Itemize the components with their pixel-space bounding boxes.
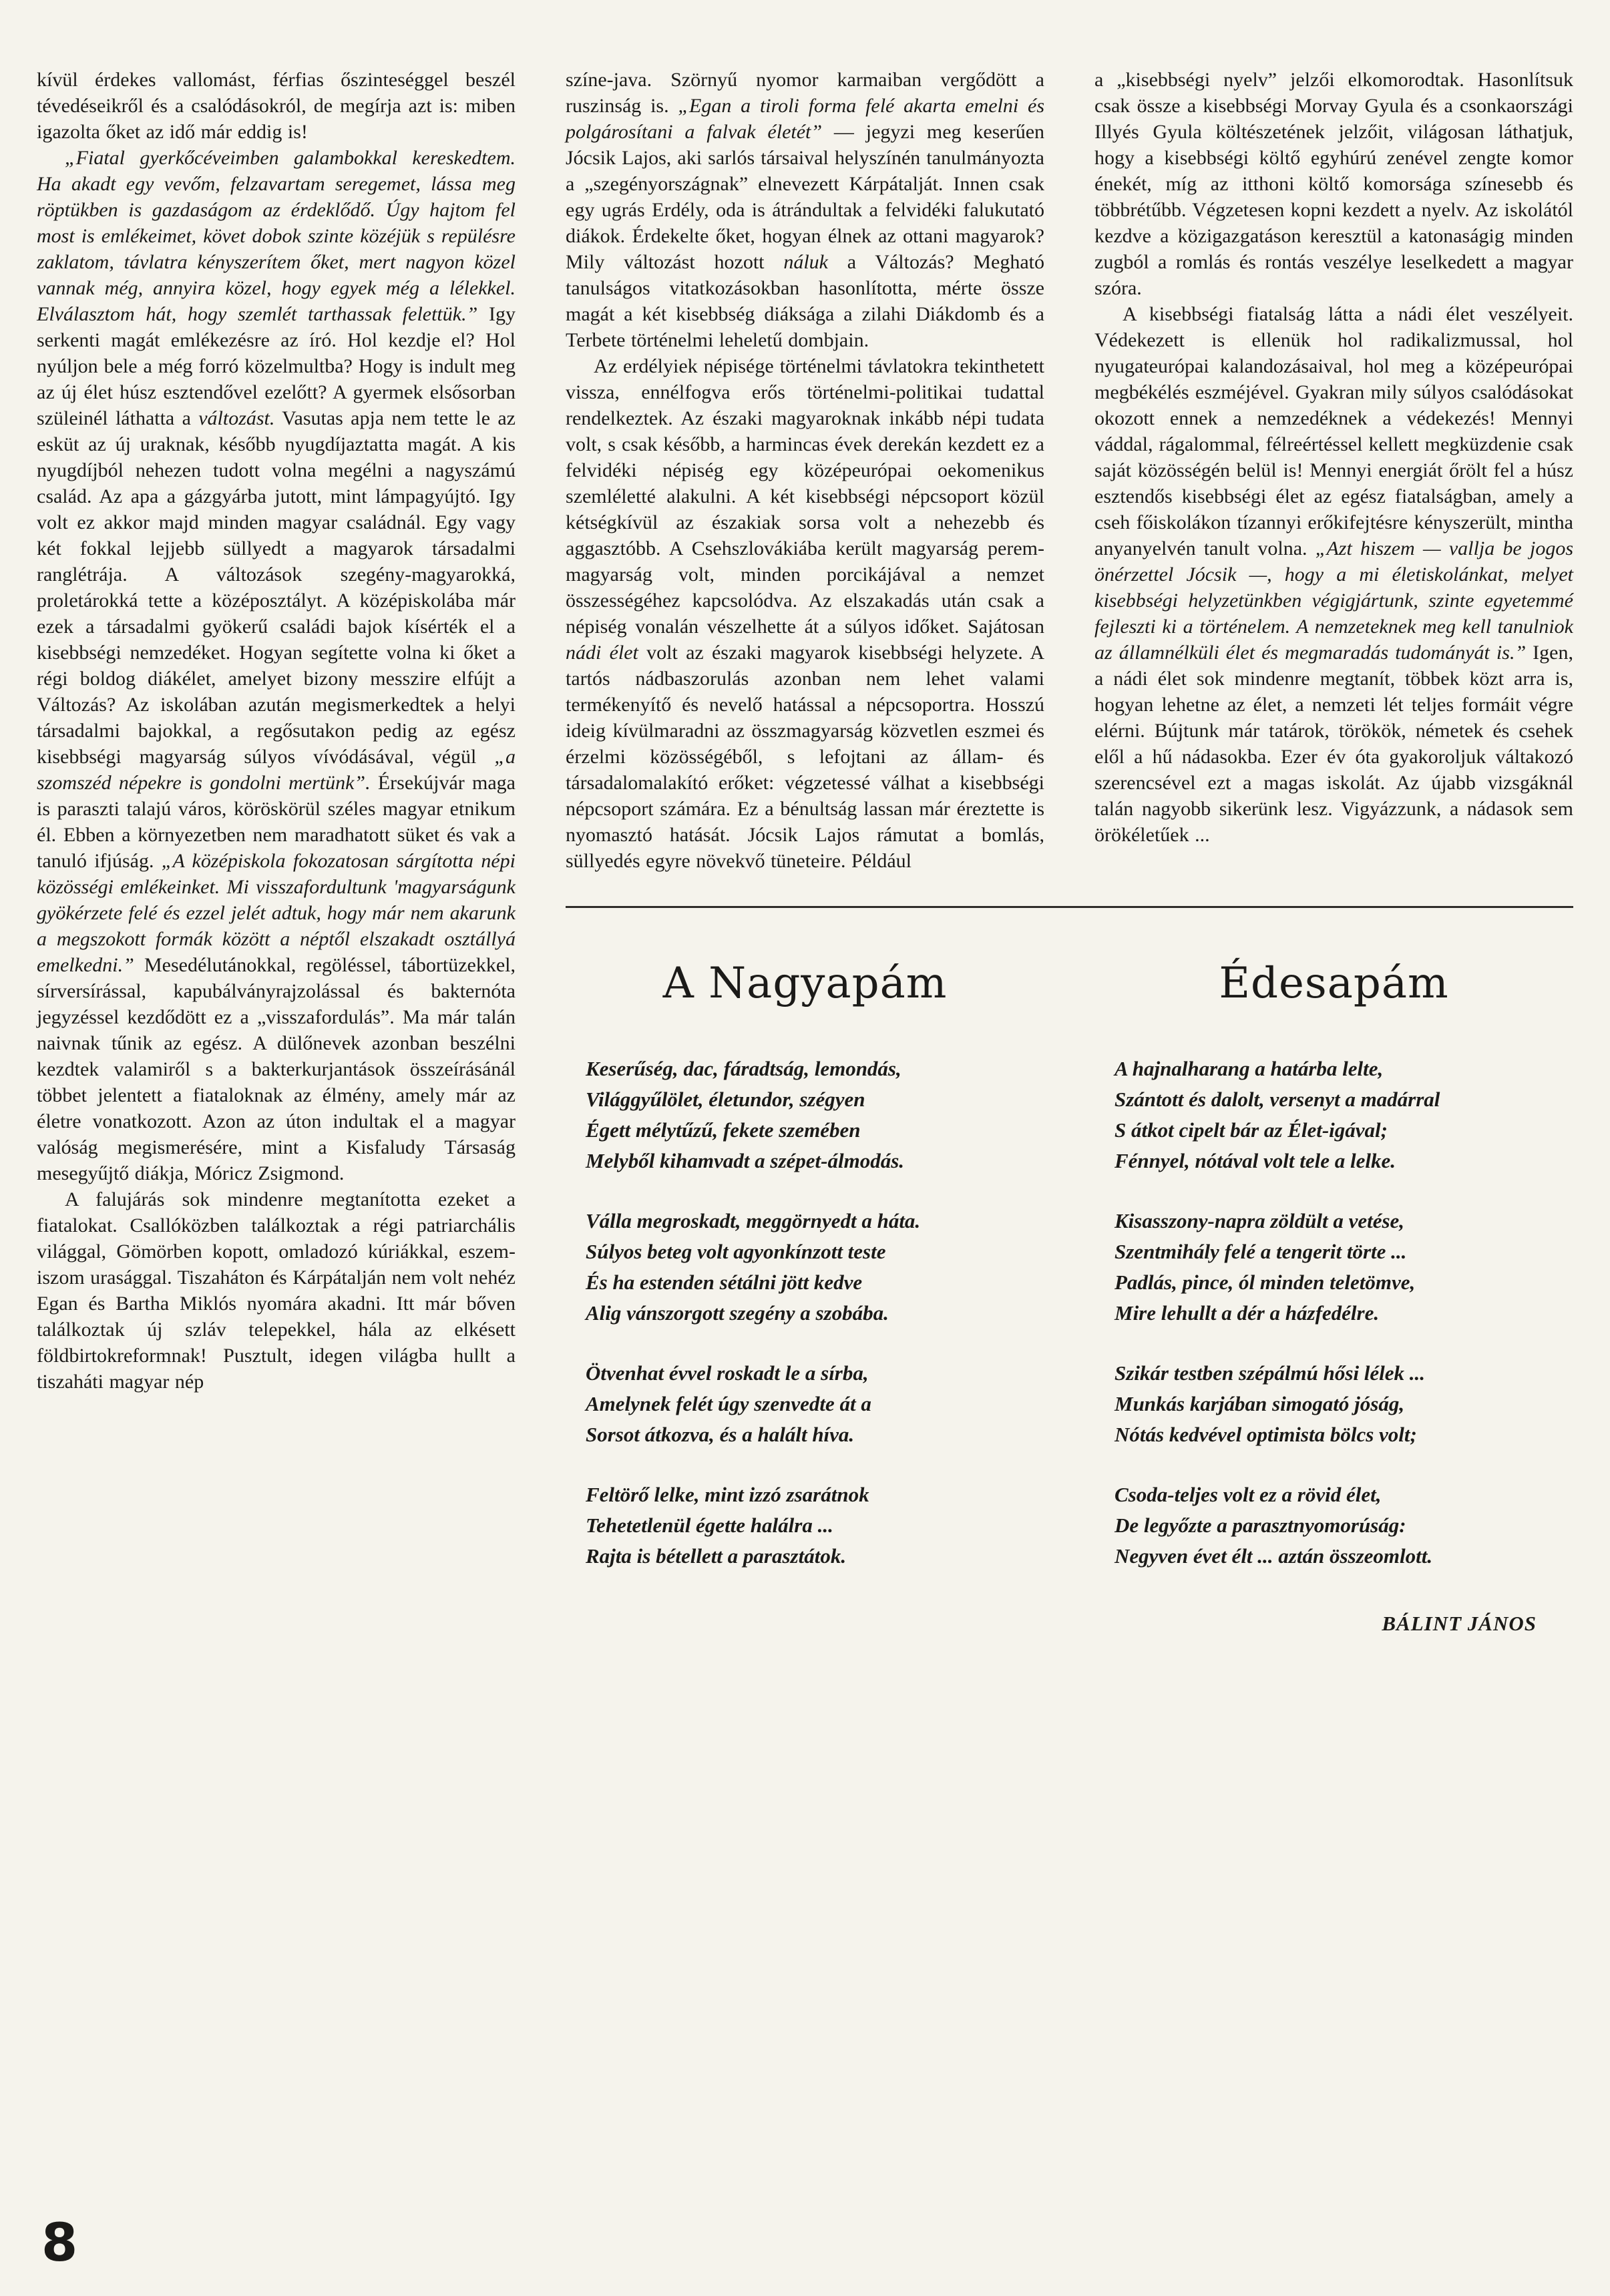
text-run-italic: változást.: [198, 407, 275, 429]
author-signature: BÁLINT JÁNOS: [1382, 1612, 1537, 1635]
poem-line: De legyőzte a parasztnyomorúság:: [1115, 1514, 1406, 1537]
paragraph: [1094, 301, 1573, 848]
poem-line: Keserűség, dac, fáradtság, lemondás,: [586, 1057, 901, 1080]
poem-stanzas-father: [1094, 1054, 1573, 1572]
poem-stanza: [566, 1054, 1044, 1176]
poem-line: Rajta is bétellett a parasztátok.: [586, 1544, 847, 1568]
page-content: [37, 67, 1573, 1636]
text-run-italic: nádi élet: [566, 642, 638, 664]
poem-line: Égett mélytűzű, fekete szemében: [586, 1118, 861, 1142]
poem-stanza: [1094, 1206, 1573, 1329]
prose-row: [566, 67, 1573, 874]
text-run-normal: Igen, a nádi élet sok mindenre megtanít, többek közt arra is, hogyan lehetne az élet, a nemzeti lét teljes formáit végre elérni. Bújtunk már tatárok, törökök, németek és csehek elől a hű nádasokba. Ezer év óta gyakoroljuk váltakozó szerencsével ezt a magas iskolát. Az újabb vizsgáknál talán nagyobb sikerünk lesz. Vigyázzunk, a nádasok sem örökéletűek ...: [1094, 642, 1573, 846]
poem-stanzas-grandfather: [566, 1054, 1044, 1572]
poem-line: Feltörő lelke, mint izzó zsarátnok: [586, 1483, 869, 1506]
paragraph: [37, 67, 516, 145]
poem-line: Válla megroskadt, meggörnyedt a háta.: [586, 1209, 921, 1232]
text-run-normal: a Változás? Megható tanulságos vitatkozásokban hasonlította, mérte össze magát a két kisebbség diáksága a zilahi Diákdomb és a Terbete történelmi leheletű dombjain.: [566, 251, 1044, 351]
paragraph: [37, 1186, 516, 1395]
poem-line: És ha estenden sétálni jött kedve: [586, 1271, 863, 1294]
text-run-normal: kívül érdekes vallomást, férfias őszinteséggel beszél tévedéseikről és a csalódásokról, de megírja azt is: miben igazolta őket az idő már eddig is!: [37, 69, 516, 143]
poem-father: [1094, 908, 1573, 1636]
paragraph: [1094, 67, 1573, 301]
poem-line: Súlyos beteg volt agyonkínzott teste: [586, 1240, 886, 1263]
text-run-normal: Érsekújvár maga is paraszti talajú város, köröskörül széles magyar etnikum él. Ebben a környezetben nem maradhatott süket és vak a tanuló ifjúság.: [37, 772, 516, 872]
text-run-italic: „A középiskola fokozatosan sárgította népi közösségi emlékeinket. Mi visszafordultunk 'magyarságunk gyökérzete felé és ezzel jelét adtuk, hogy már nem akarunk a megszokott formák között a néptől elszakadt osztállyá emelkedni.”: [37, 850, 516, 976]
text-run-normal: A kisebbségi fiatalság látta a nádi élet veszélyeit. Védekezett is ellenük hol radikalizmussal, hol nyugateurópai kalandozásaival, hol meg a középeurópai megbékélés eszméjével. Gyakran mily súlyos csalódásokat okozott ennek a nemzedéknek a védekezés! Mennyi váddal, rágalommal, félreértéssel kellett megküzdenie csak saját közösségén belül is! Mennyi energiát őrölt fel a húsz esztendős kisebbségi élet az egész fiatalságban, amely a cseh főiskolákon tízannyi erőkifejtésre kényszerült, mintha anyanyelvén tanult volna.: [1094, 303, 1573, 559]
poem-grandfather: [566, 908, 1044, 1636]
text-run-normal: színe-java. Szörnyű nyomor karmaiban vergődött a ruszinság is.: [566, 69, 1044, 117]
poem-line: Alig vánszorgott szegény a szobába.: [586, 1301, 889, 1325]
text-run-normal: — jegyzi meg keserűen Jócsik Lajos, aki sarlós társaival helyszínén tanulmányozta a „szegényországnak” elnevezett Kárpátalját. Innen csak egy ugrás Erdély, oda is átrándultak a felvidéki falukutató diákok. Érdekelte őket, hogyan élnek az ottani magyarok? Mily változást hozott: [566, 121, 1045, 273]
text-run-normal: A falujárás sok mindenre megtanította ezeket a fiatalokat. Csallóközben találkoztak a régi patriarchális világgal, Gömörben kopott, omladozó kúriákkal, eszem-iszom urasággal. Tiszaháton és Kárpátalján nem volt nehéz Egan és Bartha Miklós nyomára akadni. Itt már bőven találkoztak új szláv telepekkel, hála az elkésett földbirtokreformnak! Pusztult, idegen világba hullt a tiszaháti magyar nép: [37, 1188, 516, 1393]
poem-stanza: [1094, 1054, 1573, 1176]
poem-line: Tehetetlenül égette halálra ...: [586, 1514, 833, 1537]
poem-line: Csoda-teljes volt ez a rövid élet,: [1115, 1483, 1382, 1506]
poem-line: Ötvenhat évvel roskadt le a sírba,: [586, 1361, 869, 1385]
poem-line: A hajnalharang a határba lelte,: [1115, 1057, 1384, 1080]
poem-line: Szentmihály felé a tengerit törte ...: [1115, 1240, 1407, 1263]
poem-line: Szántott és dalolt, versenyt a madárral: [1115, 1088, 1440, 1111]
poem-line: Kisasszony-napra zöldült a vetése,: [1115, 1209, 1405, 1232]
poem-line: Padlás, pince, ól minden teletömve,: [1115, 1271, 1416, 1294]
poem-stanza: [1094, 1358, 1573, 1450]
poem-line: Mire lehullt a dér a házfedélre.: [1115, 1301, 1380, 1325]
text-run-normal: volt az északi magyarok kisebbségi helyzete. A tartós nádbaszorulás azonban nem lehet valami termékenyítő és nevelő hatással a népcsoportra. Hosszú ideig kívülmaradni az összmagyarság közvetlen eszmei és érzelmi közösségéből, s lefojtani az állam- és társadalomalakító erőket: végzetessé válhat a kisebbségi népcsoport számára. Ez a bénultság lassan már éreztette is nyomasztó hatását. Jócsik Lajos rámutat a bomlás, süllyedés egyre növekvő tüneteire. Például: [566, 642, 1045, 872]
column-3: [1094, 67, 1573, 874]
text-run-normal: Mesedélutánokkal, regöléssel, tábortüzekkel, sírversírással, kapubálványrajzolással és bakternóta jegyzéssel kezdődött ez a „visszafordulás”. Ma már talán naivnak tűnik az egész. A dülőnevek azonban beszélni kezdtek valamiről s a bakterkurjantások összeírásánál többet jelentett a fiataloknak az élmény, amely már az életre vonatkozott. Azon az úton indultak el a magyar valóság megismerésére, mint a Kisfaludy Társaság mesegyűjtő diákja, Móricz Zsigmond.: [37, 954, 516, 1184]
poem-stanza: [566, 1358, 1044, 1450]
text-run-italic: „a szomszéd népekre is gondolni mertünk”.: [37, 746, 516, 794]
poem-stanza: [566, 1206, 1044, 1329]
paragraph: [566, 67, 1044, 353]
paragraph: [37, 145, 516, 1186]
poem-line: Negyven évet élt ... aztán összeomlott.: [1115, 1544, 1433, 1568]
text-run-italic: „Egan a tiroli forma felé akarta emelni és polgárosítani a falvak életét”: [566, 95, 1044, 143]
poem-line: Világgyűlölet, életundor, szégyen: [586, 1088, 865, 1111]
poem-line: Sorsot átkozva, és a halált híva.: [586, 1423, 855, 1446]
poem-line: Nótás kedvével optimista bölcs volt;: [1115, 1423, 1417, 1446]
poem-line: Amelynek felét úgy szenvedte át a: [586, 1392, 871, 1415]
column-2: [566, 67, 1044, 874]
poem-title-father: Édesapám: [1219, 959, 1449, 1008]
text-run-normal: Igy serkenti magát emlékezésre az író. Hol kezdje el? Hol nyúljon bele a még forró közelmultba? Hogy is indult meg az új élet húsz esztendővel ezelőtt? A gyermek elsősorban szüleinél láthatta a: [37, 303, 516, 429]
text-run-normal: Az erdélyiek népisége történelmi távlatokra tekinthetett vissza, ennélfogva erős történelmi-politikai tudattal rendelkeztek. Az északi magyaroknak inkább népi tudata volt, s csak később, a harmincas évek derekán kezdett ez a felvidéki népiség egy középeurópai oekomenikus szemléletté alakulni. A két kisebbségi népcsoport közül kétségkívül az északiak sorsa volt a nehezebb és aggasztóbb. A Csehszlovákiába került magyarság perem-magyarság volt, minden porcikájával a nemzet összességéhez kapcsolódva. Az elszakadás után csak a népiség vonalán vészelhette át a súlyos időket. Sajátosan: [566, 355, 1044, 638]
paragraph: [566, 353, 1044, 874]
text-run-italic: náluk: [783, 251, 828, 273]
text-run-italic: „Fiatal gyerkőcéveimben galambokkal kereskedtem. Ha akadt egy vevőm, felzavartam seregemet, lássa meg röptükben is gazdaságom az érdeklődő. Úgy hajtom fel most is emlékeimet, követ dobok szinte közéjük s repülésre zaklatom, távlatra kényszerítem őket, mert nagyon közel vannak még, annyira közel, hogy egyek még a lélekkel. Elválasztom hát, hogy szemlét tarthassak felettük.”: [37, 147, 516, 325]
poem-line: S átkot cipelt bár az Élet-igával;: [1115, 1118, 1388, 1142]
poem-stanza: [566, 1479, 1044, 1572]
poem-line: Munkás karjában simogató jóság,: [1115, 1392, 1405, 1415]
page-number: 8: [41, 2213, 78, 2273]
column-1: [37, 67, 516, 1395]
text-run-normal: a „kisebbségi nyelv” jelzői elkomorodtak. Hasonlítsuk csak össze a kisebbségi Morvay Gyula és a csonkaországi Illyés Gyula költészetének jelzőit, világosan láthatjuk, hogy a kisebbségi költő egyhúrú zenével zengte komor énekét, míg az itthoni költő komorsága színesebb és többrétűbb. Végzetesen kopni kezdett a nyelv. Az iskolától kezdve a közigazgatáson keresztül a katonaságig minden zugból a romlás és rontás veszélye leselkedett a magyar szóra.: [1094, 69, 1573, 299]
poem-line: Szikár testben szépálmú hősi lélek ...: [1115, 1361, 1426, 1385]
poems-row: [566, 908, 1573, 1636]
right-columns: [566, 67, 1573, 1636]
text-run-normal: Vasutas apja nem tette le az esküt az új uraknak, később nyugdíjaztatta magát. A kis nyugdíjból nehezen tudott volna megélni a nagyszámú család. Az apa a gázgyárba jutott, mint lámpagyújtó. Igy volt ez akkor majd minden magyar családnál. Egy vagy két fokkal lejjebb süllyedt a magyarok társadalmi ranglétrája. A változások szegény-magyarokká, proletárokká tette a középosztályt. A középiskolába már ezek a társadalmi gyökerű családi bajok kísérték el a kisebbségi nemzedéket. Hogyan segítette volna ki őket a régi boldog diákélet, amelyet bizony messzire elfújt a Változás? Az iskolában azután megismerkedtek a helyi társadalmi bajokkal, a regősutakon pedig az egész kisebbségi magyarság súlyos vívódásával, végül: [37, 407, 516, 768]
text-run-italic: „Azt hiszem — vallja be jogos önérzettel Jócsik —, hogy a mi életiskolánkat, melyet kisebbségi helyzetünkben végigjártunk, szinte egyetemmé fejleszti ki a történelem. A nemzeteknek meg kell tanulniok az államnélküli élet és megmaradás tudományát is.”: [1094, 537, 1573, 664]
poem-line: Melyből kihamvadt a szépet-álmodás.: [586, 1149, 905, 1172]
poem-line: Fénnyel, nótával volt tele a lelke.: [1115, 1149, 1396, 1172]
poem-title-grandfather: A Nagyapám: [662, 959, 948, 1008]
poem-stanza: [1094, 1479, 1573, 1572]
